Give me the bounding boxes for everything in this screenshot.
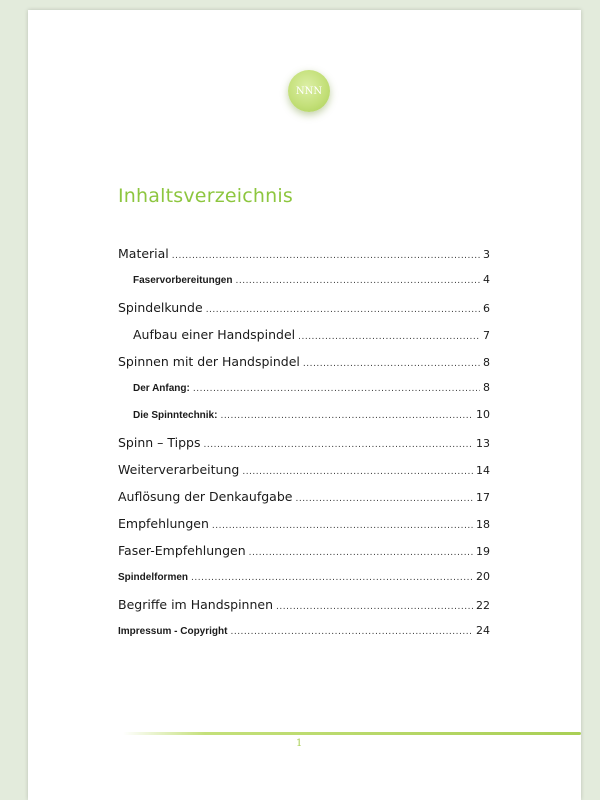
toc-entry[interactable] bbox=[118, 350, 490, 377]
toc-entry-label: Spindelformen bbox=[118, 572, 189, 583]
toc-entry-label: Die Spinntechnik: bbox=[133, 410, 218, 421]
document-page bbox=[28, 10, 581, 800]
toc-entry[interactable] bbox=[118, 620, 490, 647]
toc-entry[interactable] bbox=[118, 296, 490, 323]
toc-entry-label: Faser-Empfehlungen bbox=[118, 543, 246, 558]
dot-leader bbox=[212, 521, 473, 531]
toc-entry-page: 8 bbox=[483, 381, 490, 394]
toc-entry[interactable] bbox=[118, 539, 490, 566]
toc-entry[interactable] bbox=[118, 377, 490, 404]
toc-entry[interactable] bbox=[118, 485, 490, 512]
footer-divider bbox=[123, 732, 581, 735]
toc-entry-label: Weiterverarbeitung bbox=[118, 462, 240, 477]
toc-entry-page: 8 bbox=[483, 356, 490, 369]
toc-entry[interactable] bbox=[118, 593, 490, 620]
dot-leader bbox=[249, 548, 473, 558]
toc-entry-page: 6 bbox=[483, 302, 490, 315]
toc-entry-label: Impressum - Copyright bbox=[118, 626, 228, 637]
toc-entry[interactable] bbox=[118, 431, 490, 458]
toc-entry-label: Spindelkunde bbox=[118, 300, 203, 315]
page-number: 1 bbox=[296, 738, 303, 749]
toc-entry[interactable] bbox=[118, 269, 490, 296]
dot-leader bbox=[220, 411, 473, 421]
dot-leader bbox=[242, 467, 473, 477]
toc-entry-label: Begriffe im Handspinnen bbox=[118, 597, 274, 612]
toc-entry-label: Aufbau einer Handspindel bbox=[133, 327, 296, 342]
dot-leader bbox=[191, 573, 473, 583]
toc-entry-page: 14 bbox=[476, 464, 490, 477]
toc-entry-label: Material bbox=[118, 246, 169, 261]
toc-entry[interactable] bbox=[118, 242, 490, 269]
dot-leader bbox=[298, 332, 480, 342]
toc-entry-page: 17 bbox=[476, 491, 490, 504]
toc-entry-page: 24 bbox=[476, 624, 490, 637]
toc-entry-page: 22 bbox=[476, 599, 490, 612]
dot-leader bbox=[172, 251, 480, 261]
dot-leader bbox=[230, 627, 473, 637]
dot-leader bbox=[235, 276, 480, 286]
toc-entry[interactable] bbox=[118, 458, 490, 485]
toc-entry[interactable] bbox=[118, 323, 490, 350]
toc-entry[interactable] bbox=[118, 404, 490, 431]
toc-entry-page: 20 bbox=[476, 570, 490, 583]
toc-entry-label: Empfehlungen bbox=[118, 516, 209, 531]
toc-entry[interactable] bbox=[118, 512, 490, 539]
toc-entry-label: Faservorbereitungen bbox=[133, 275, 233, 286]
dot-leader bbox=[303, 359, 480, 369]
table-of-contents bbox=[118, 242, 490, 647]
toc-entry-page: 19 bbox=[476, 545, 490, 558]
toc-entry[interactable] bbox=[118, 566, 490, 593]
dot-leader bbox=[193, 384, 480, 394]
toc-entry-page: 18 bbox=[476, 518, 490, 531]
toc-entry-label: Der Anfang: bbox=[133, 383, 190, 394]
toc-entry-label: Auflösung der Denkaufgabe bbox=[118, 489, 293, 504]
toc-entry-page: 10 bbox=[476, 408, 490, 421]
dot-leader bbox=[206, 305, 480, 315]
toc-heading: Inhaltsverzeichnis bbox=[118, 185, 293, 207]
toc-entry-page: 13 bbox=[476, 437, 490, 450]
toc-entry-label: Spinnen mit der Handspindel bbox=[118, 354, 300, 369]
toc-entry-label: Spinn – Tipps bbox=[118, 435, 201, 450]
logo-emblem bbox=[288, 70, 330, 112]
toc-entry-page: 3 bbox=[483, 248, 490, 261]
dot-leader bbox=[276, 602, 473, 612]
dot-leader bbox=[295, 494, 473, 504]
toc-entry-page: 7 bbox=[483, 329, 490, 342]
dot-leader bbox=[204, 440, 474, 450]
logo-monogram: NNN bbox=[295, 85, 323, 97]
toc-entry-page: 4 bbox=[483, 273, 490, 286]
